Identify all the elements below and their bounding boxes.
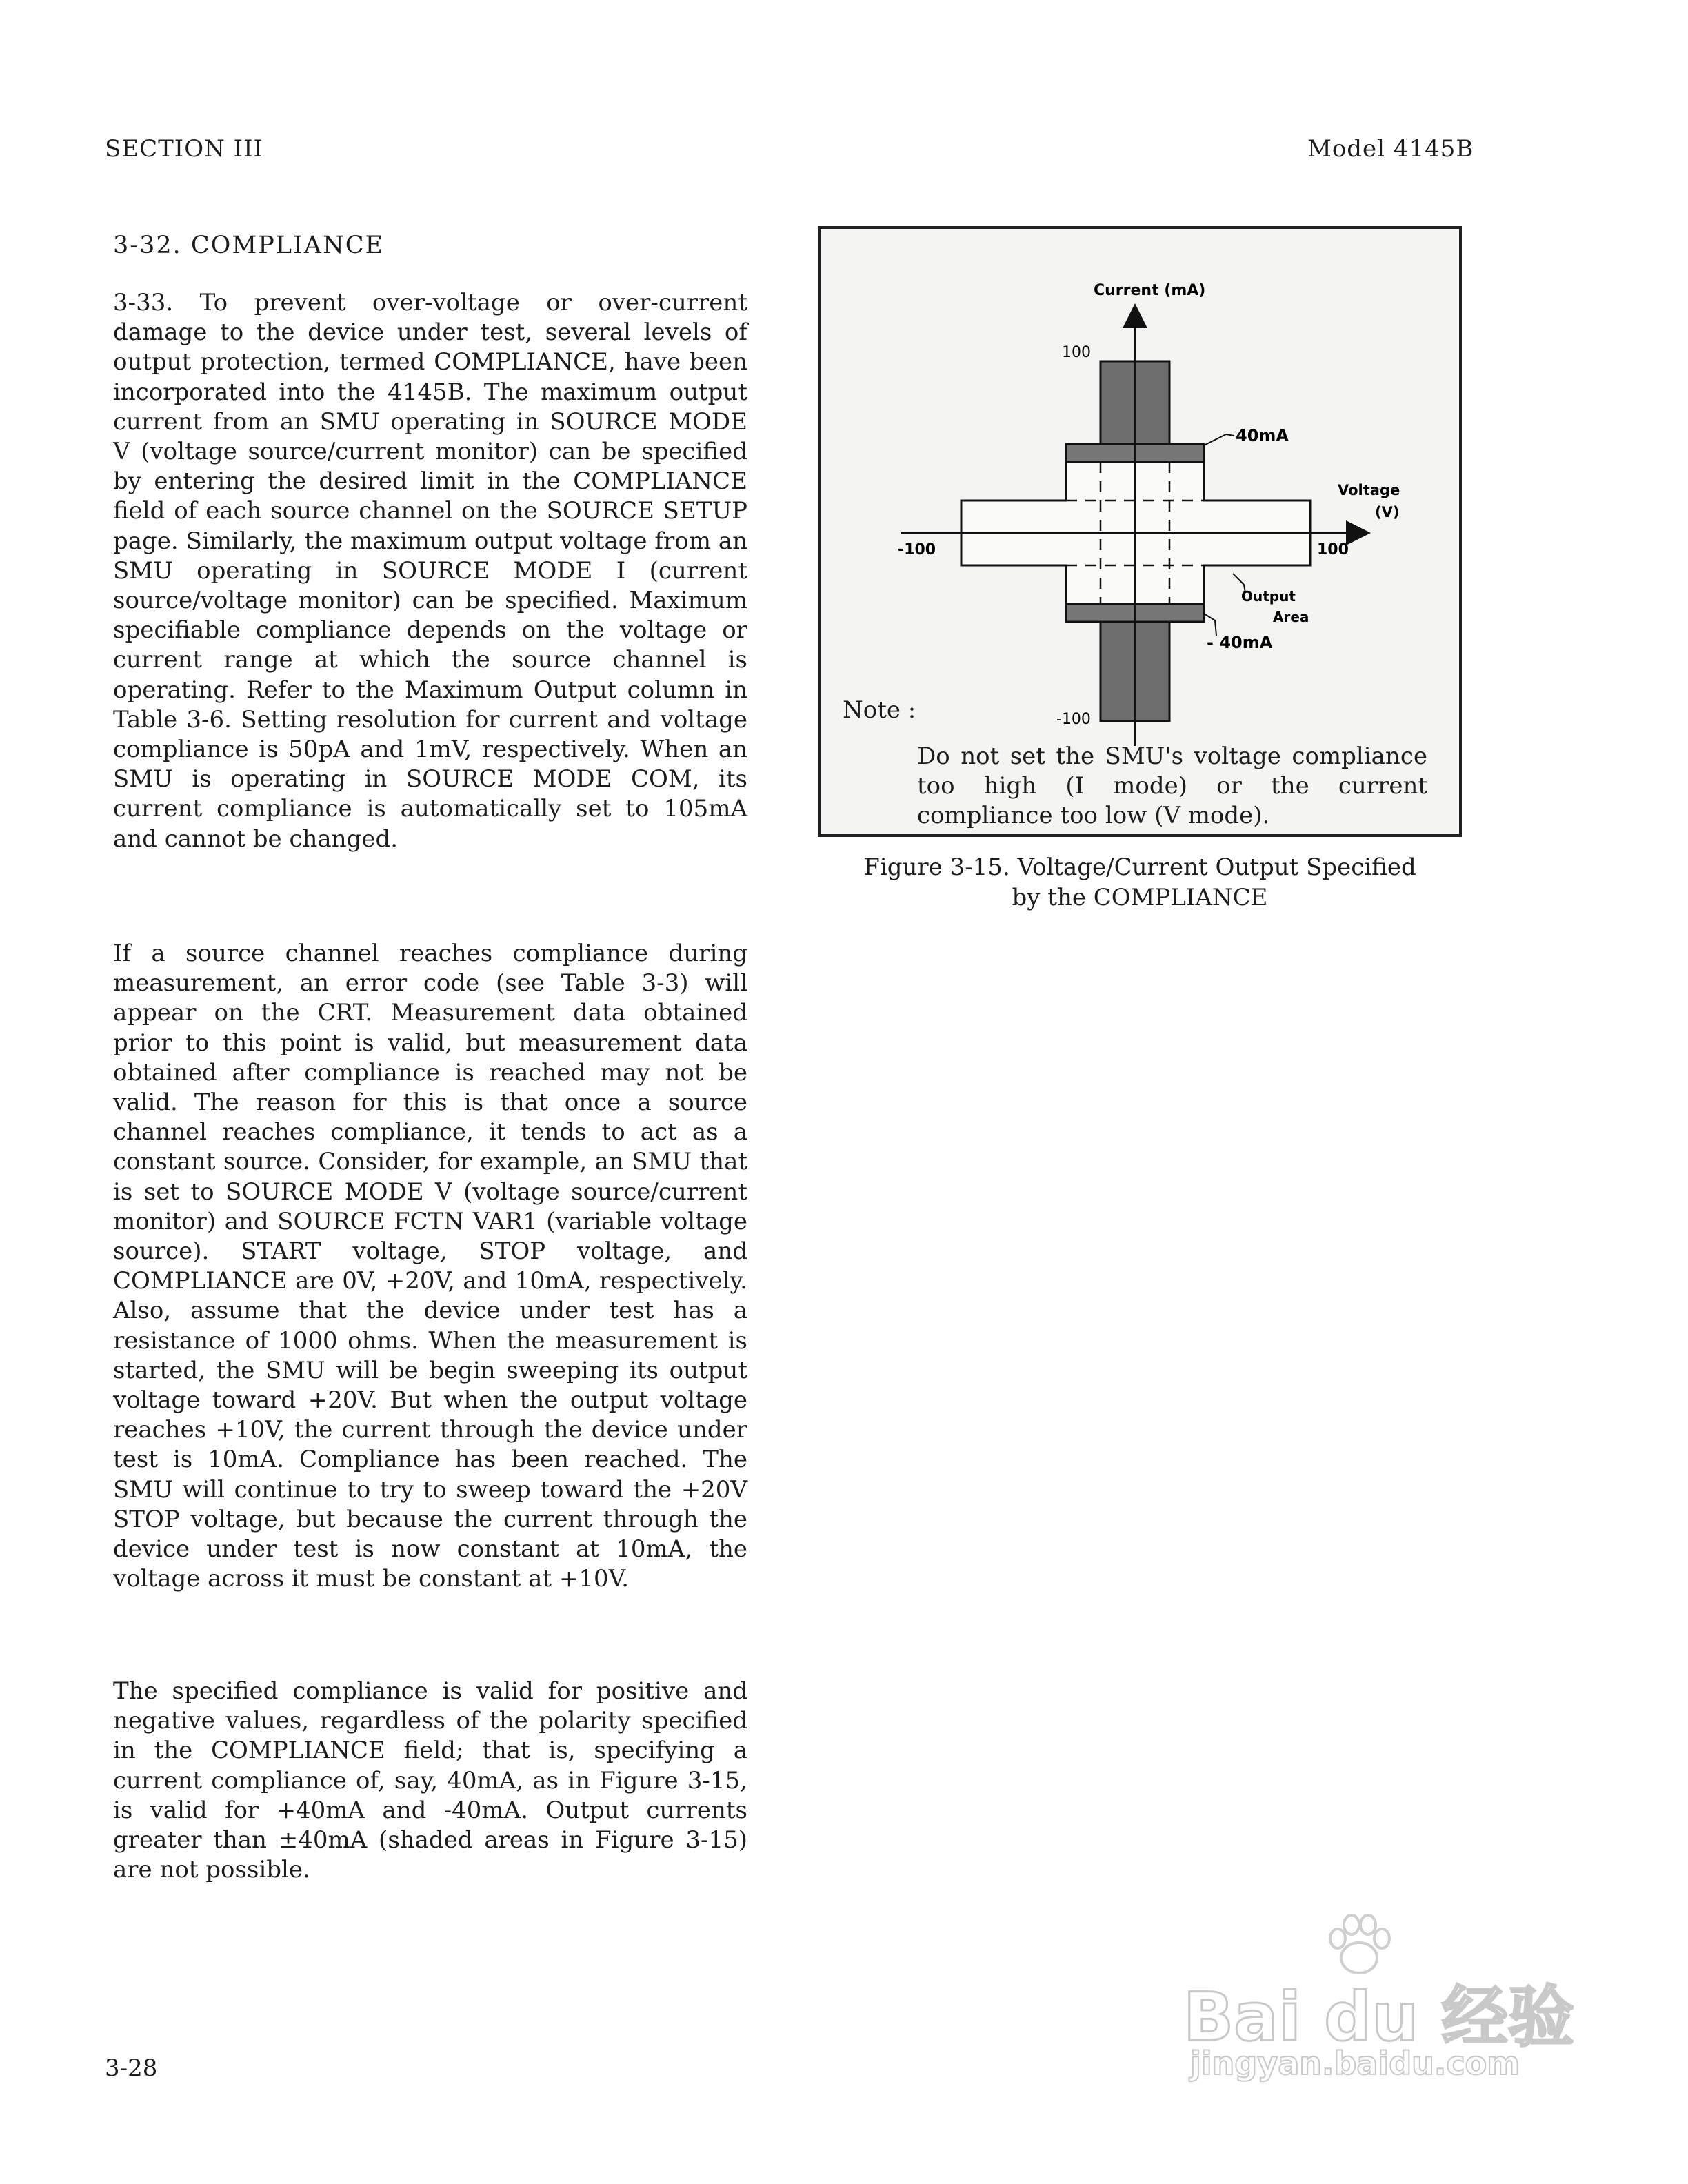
y-max-label: 100 (1062, 344, 1091, 361)
x-min-label: -100 (898, 541, 936, 558)
section-heading: 3-32. COMPLIANCE (113, 232, 385, 259)
paragraph-compliance-polarity: The specified compliance is valid for positive and negative values, regardless of the polarity specified in the COMPLIANCE field; that is, specifying a current compliance of, say, 40mA, as in Figure 3-15, is valid for +40mA and -40mA. Output currents greater than ±40mA (shaded areas in Figure 3-15) are not possible. (113, 1677, 747, 1884)
watermark-brand: Bai du 经验 (1183, 1979, 1574, 2056)
y-min-label: -100 (1056, 711, 1091, 728)
note-text: Do not set the SMU's voltage compliance too high (I mode) or the current compliance too low (V mode). (917, 742, 1427, 829)
figure-caption-line2: by the COMPLIANCE (1012, 884, 1268, 911)
x-axis-label-line2: (V) (1375, 504, 1400, 520)
note-label: Note : (843, 696, 916, 724)
model-label: Model 4145B (1307, 135, 1474, 163)
paragraph-compliance-reached: If a source channel reaches compliance during measurement, an error code (see Table 3-3) will appear on the CRT. Measurement data obtained prior to this point is valid, but measurement data obtained after compliance is reached may not be valid. The reason for this is that once a source channel reaches compliance, it tends to act as a constant source. Consider, for example, an SMU that is set to SOURCE MODE V (voltage source/current monitor) and SOURCE FCTN VAR1 (variable voltage source). START voltage, STOP voltage, and COMPLIANCE are 0V, +20V, and 10mA, respectively. Also, assume that the device under test has a resistance of 1000 ohms. When the measurement is started, the SMU will be begin sweeping its output voltage toward +20V. But when the output voltage reaches +10V, the current through the device under test is 10mA. Compliance has been reached. The SMU will continue to try to sweep toward the +20V STOP voltage, but because the current through the device under test is now constant at 10mA, the voltage across it must be constant at +10V. (113, 940, 747, 1593)
page-number: 3-28 (105, 2054, 158, 2082)
y-axis-label: Current (mA) (1094, 282, 1206, 299)
output-area-label-line2: Area (1273, 609, 1309, 625)
compliance-pos-label: 40mA (1236, 426, 1289, 445)
output-area-label-line1: Output (1241, 588, 1296, 605)
figure-caption-line1: Figure 3-15. Voltage/Current Output Specified (863, 853, 1416, 881)
section-label: SECTION III (105, 135, 263, 163)
paragraph-compliance-intro: 3-33. To prevent over-voltage or over-current damage to the device under test, several levels of output protection, termed COMPLIANCE, have been incorporated into the 4145B. The maximum output current from an SMU operating in SOURCE MODE V (voltage source/current monitor) can be specified by entering the desired limit in the COMPLIANCE field of each source channel on the SOURCE SETUP page. Similarly, the maximum output voltage from an SMU operating in SOURCE MODE I (current source/voltage monitor) can be specified. Maximum specifiable compliance depends on the voltage or current range at which the source channel is operating. Refer to the Maximum Output column in Table 3-6. Setting resolution for current and voltage compliance is 50pA and 1mV, respectively. When an SMU is operating in SOURCE MODE COM, its current compliance is automatically set to 105mA and cannot be changed. (113, 289, 747, 853)
figure-caption (818, 852, 1462, 913)
leader-40ma (1204, 434, 1234, 445)
figure-compliance-diagram (818, 226, 1462, 837)
watermark-url: jingyan.baidu.com (1190, 2045, 1520, 2082)
compliance-neg-label: - 40mA (1207, 633, 1273, 652)
x-axis-label-line1: Voltage (1338, 482, 1400, 498)
baidu-watermark (1176, 1910, 1576, 2089)
x-max-label: 100 (1317, 541, 1349, 558)
